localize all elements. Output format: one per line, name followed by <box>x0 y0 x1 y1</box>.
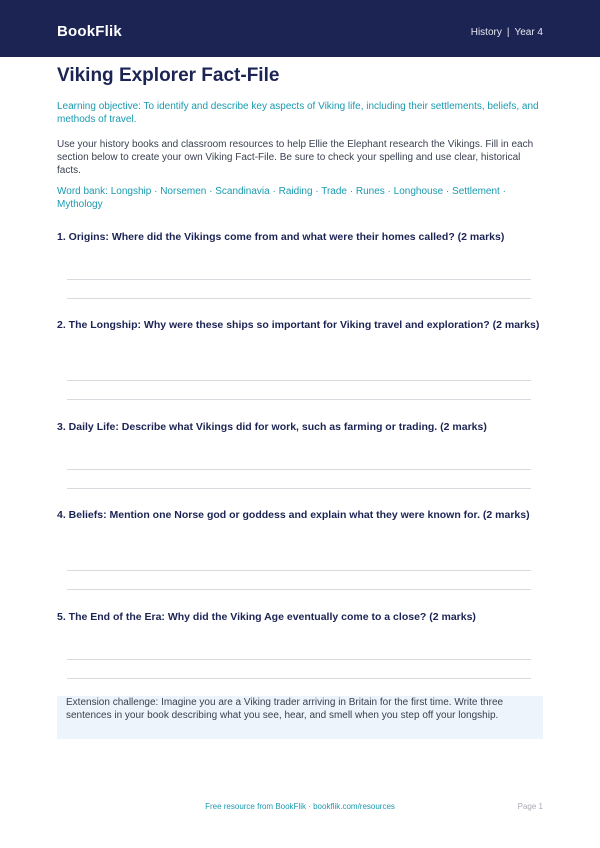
answer-line[interactable] <box>67 589 531 590</box>
question-5: 5. The End of the Era: Why did the Viking Age eventually come to a close? (2 marks) <box>57 611 476 623</box>
answer-line[interactable] <box>67 469 531 470</box>
page-header <box>0 0 600 57</box>
answer-line[interactable] <box>67 380 531 381</box>
learning-objective: Learning objective: To identify and describe key aspects of Viking life, including their settlements, beliefs, and methods of travel. <box>57 101 539 125</box>
question-3: 3. Daily Life: Describe what Vikings did for work, such as farming or trading. (2 marks) <box>57 421 487 433</box>
answer-line[interactable] <box>67 678 531 679</box>
header-separator: | <box>506 27 510 38</box>
subject-label: History <box>470 27 502 38</box>
instructions: Use your history books and classroom resources to help Ellie the Elephant research the Vikings. Fill in each section below to create your own Viking Fact-File. Be sure to check your spelling and use clear, historical facts. <box>57 139 534 176</box>
answer-line[interactable] <box>67 659 531 660</box>
answer-line[interactable] <box>67 570 531 571</box>
header-meta <box>471 27 543 38</box>
page-number: Page 1 <box>517 802 543 811</box>
extension-text: Extension challenge: Imagine you are a Viking trader arriving in Britain for the first time. Write three sentences in your book describing what you see, hear, and smell when you step off your longship. <box>66 697 504 721</box>
year-label: Year 4 <box>514 27 543 38</box>
answer-line[interactable] <box>67 298 531 299</box>
question-4: 4. Beliefs: Mention one Norse god or goddess and explain what they were known for. (2 marks) <box>57 509 530 521</box>
footer-credit[interactable]: Free resource from BookFlik · bookflik.com/resources <box>205 802 395 811</box>
worksheet-title: Viking Explorer Fact-File <box>57 65 280 86</box>
extension-challenge <box>57 696 543 739</box>
answer-line[interactable] <box>67 399 531 400</box>
question-2: 2. The Longship: Why were these ships so important for Viking travel and exploration? (2 marks) <box>57 319 540 331</box>
answer-line[interactable] <box>67 279 531 280</box>
answer-line[interactable] <box>67 488 531 489</box>
brand-logo: BookFlik <box>57 23 122 40</box>
question-1: 1. Origins: Where did the Vikings come from and what were their homes called? (2 marks) <box>57 231 505 243</box>
word-bank: Word bank: Longship · Norsemen · Scandinavia · Raiding · Trade · Runes · Longhouse · Settlement · Mythology <box>57 186 506 210</box>
